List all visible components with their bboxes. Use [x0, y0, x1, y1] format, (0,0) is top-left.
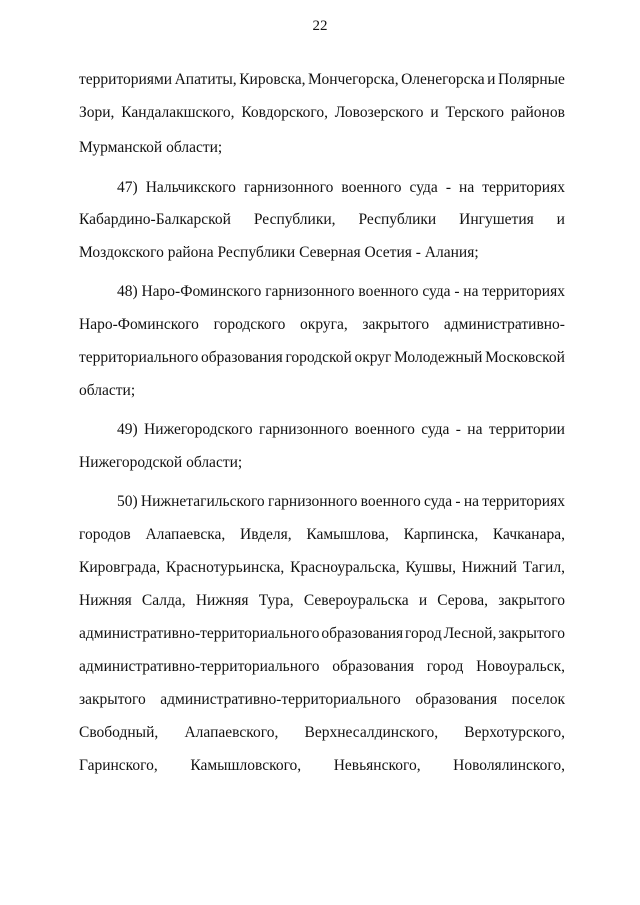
- text-line: [79, 70, 565, 90]
- text-line: [79, 591, 565, 611]
- word: Североуральска: [303, 592, 409, 609]
- word: образования: [321, 625, 404, 642]
- word: на: [467, 421, 483, 438]
- word: город: [405, 625, 442, 642]
- word: суда: [423, 493, 453, 510]
- text-line: [117, 282, 565, 302]
- word: Нижегородского: [144, 421, 253, 438]
- word: и: [430, 104, 439, 121]
- word: районов: [510, 104, 565, 121]
- text-line: [117, 420, 565, 440]
- word: гарнизонного: [243, 179, 334, 196]
- word: город: [426, 658, 464, 675]
- text-line: [79, 210, 565, 230]
- word: образования: [201, 349, 283, 366]
- word: Краснотурьинска,: [165, 559, 285, 576]
- word: городской: [285, 349, 352, 366]
- word: Кировска,: [239, 71, 306, 88]
- word: территории: [488, 421, 565, 438]
- word: Алапаевска,: [145, 526, 226, 543]
- word: закрытого: [498, 625, 565, 642]
- page-number: 22: [312, 18, 328, 34]
- text-line: [79, 657, 565, 677]
- word: 50): [117, 493, 138, 510]
- word: военного: [358, 283, 419, 300]
- word: Карпинска,: [403, 526, 479, 543]
- text-line: [79, 348, 565, 368]
- word: закрытого: [498, 592, 565, 609]
- text-line: [79, 315, 565, 335]
- word: поселок: [511, 691, 565, 708]
- word: Камышловского,: [190, 757, 302, 774]
- word: Нижнетагильского: [140, 493, 265, 510]
- text-line: [79, 558, 565, 578]
- word: территориального: [79, 349, 199, 366]
- text-line: Моздокского района Республики Северная Осетия - Алания;: [79, 244, 479, 261]
- word: Нальчикского: [145, 179, 236, 196]
- word: -: [454, 283, 460, 300]
- word: Тура,: [258, 592, 294, 609]
- word: Ингушетия: [459, 211, 534, 228]
- word: и: [556, 211, 565, 228]
- word: территориях: [482, 493, 565, 510]
- word: и: [418, 592, 428, 609]
- word: закрытого: [362, 316, 430, 333]
- text-line: [79, 624, 565, 644]
- word: Молодежный: [394, 349, 483, 366]
- word: Алапаевского,: [184, 724, 279, 741]
- text-line: Нижегородской области;: [79, 454, 243, 471]
- word: Ловозерского: [334, 104, 424, 121]
- word: Терского: [445, 104, 505, 121]
- word: административно-: [443, 316, 565, 333]
- word: Салда,: [141, 592, 186, 609]
- word: военного: [360, 493, 421, 510]
- text-line: [79, 723, 565, 743]
- word: Наро-Фоминского: [79, 316, 199, 333]
- word: гарнизонного: [259, 421, 349, 438]
- text-line: [79, 525, 565, 545]
- word: территориями: [79, 71, 173, 88]
- word: на: [463, 493, 480, 510]
- word: округ: [354, 349, 392, 366]
- word: Полярные: [497, 71, 565, 88]
- word: Камышлова,: [306, 526, 389, 543]
- word: Верхотурского,: [464, 724, 565, 741]
- word: территориях: [482, 179, 565, 196]
- word: Апатиты,: [174, 71, 237, 88]
- text-line: [79, 690, 565, 710]
- word: территориях: [482, 283, 565, 300]
- word: городского: [213, 316, 286, 333]
- word: Зори,: [79, 104, 115, 121]
- word: Серова,: [437, 592, 489, 609]
- word: на: [459, 179, 475, 196]
- word: суда: [422, 283, 451, 300]
- word: закрытого: [79, 691, 146, 708]
- word: Ивделя,: [240, 526, 292, 543]
- word: Республики: [358, 211, 437, 228]
- word: образования: [415, 691, 498, 708]
- text-line: [79, 103, 565, 123]
- word: Красноуральска,: [290, 559, 400, 576]
- text-line: Мурманской области;: [79, 139, 223, 156]
- word: административно-территориального: [79, 658, 320, 675]
- word: Мончегорска,: [308, 71, 399, 88]
- word: 48): [117, 283, 138, 300]
- text-line: [117, 492, 565, 512]
- word: Кабардино-Балкарской: [79, 211, 231, 228]
- word: военного: [341, 179, 402, 196]
- word: суда: [409, 179, 438, 196]
- word: 47): [117, 179, 138, 196]
- word: Ковдорского,: [241, 104, 328, 121]
- word: Свободный,: [79, 724, 159, 741]
- word: Гаринского,: [79, 757, 158, 774]
- word: Кушвы,: [405, 559, 456, 576]
- word: -: [455, 421, 461, 438]
- word: -: [455, 493, 461, 510]
- word: Новолялинского,: [453, 757, 565, 774]
- word: округа,: [300, 316, 348, 333]
- word: суда: [421, 421, 450, 438]
- word: Новоуральск,: [476, 658, 565, 675]
- word: 49): [117, 421, 138, 438]
- word: военного: [354, 421, 415, 438]
- word: Кандалакшского,: [121, 104, 235, 121]
- word: Нижний: [461, 559, 517, 576]
- word: административно-территориального: [79, 625, 320, 642]
- word: Нижняя: [79, 592, 132, 609]
- word: гарнизонного: [267, 493, 358, 510]
- word: Верхнесалдинского,: [304, 724, 439, 741]
- word: Наро-Фоминского: [141, 283, 262, 300]
- word: образования: [332, 658, 414, 675]
- word: Тагил,: [522, 559, 565, 576]
- text-line: области;: [79, 382, 136, 399]
- word: на: [463, 283, 479, 300]
- text-line: [79, 756, 565, 776]
- word: Оленегорска: [401, 71, 485, 88]
- word: гарнизонного: [265, 283, 355, 300]
- word: Невьянского,: [333, 757, 421, 774]
- word: Московской: [485, 349, 565, 366]
- word: Республики,: [253, 211, 336, 228]
- word: -: [445, 179, 451, 196]
- word: городов: [79, 526, 131, 543]
- word: Кировграда,: [79, 559, 161, 576]
- word: Лесной,: [443, 625, 497, 642]
- word: Качканара,: [492, 526, 565, 543]
- text-line: [117, 178, 565, 198]
- word: и: [487, 71, 496, 88]
- word: административно-территориального: [160, 691, 401, 708]
- word: Нижняя: [195, 592, 249, 609]
